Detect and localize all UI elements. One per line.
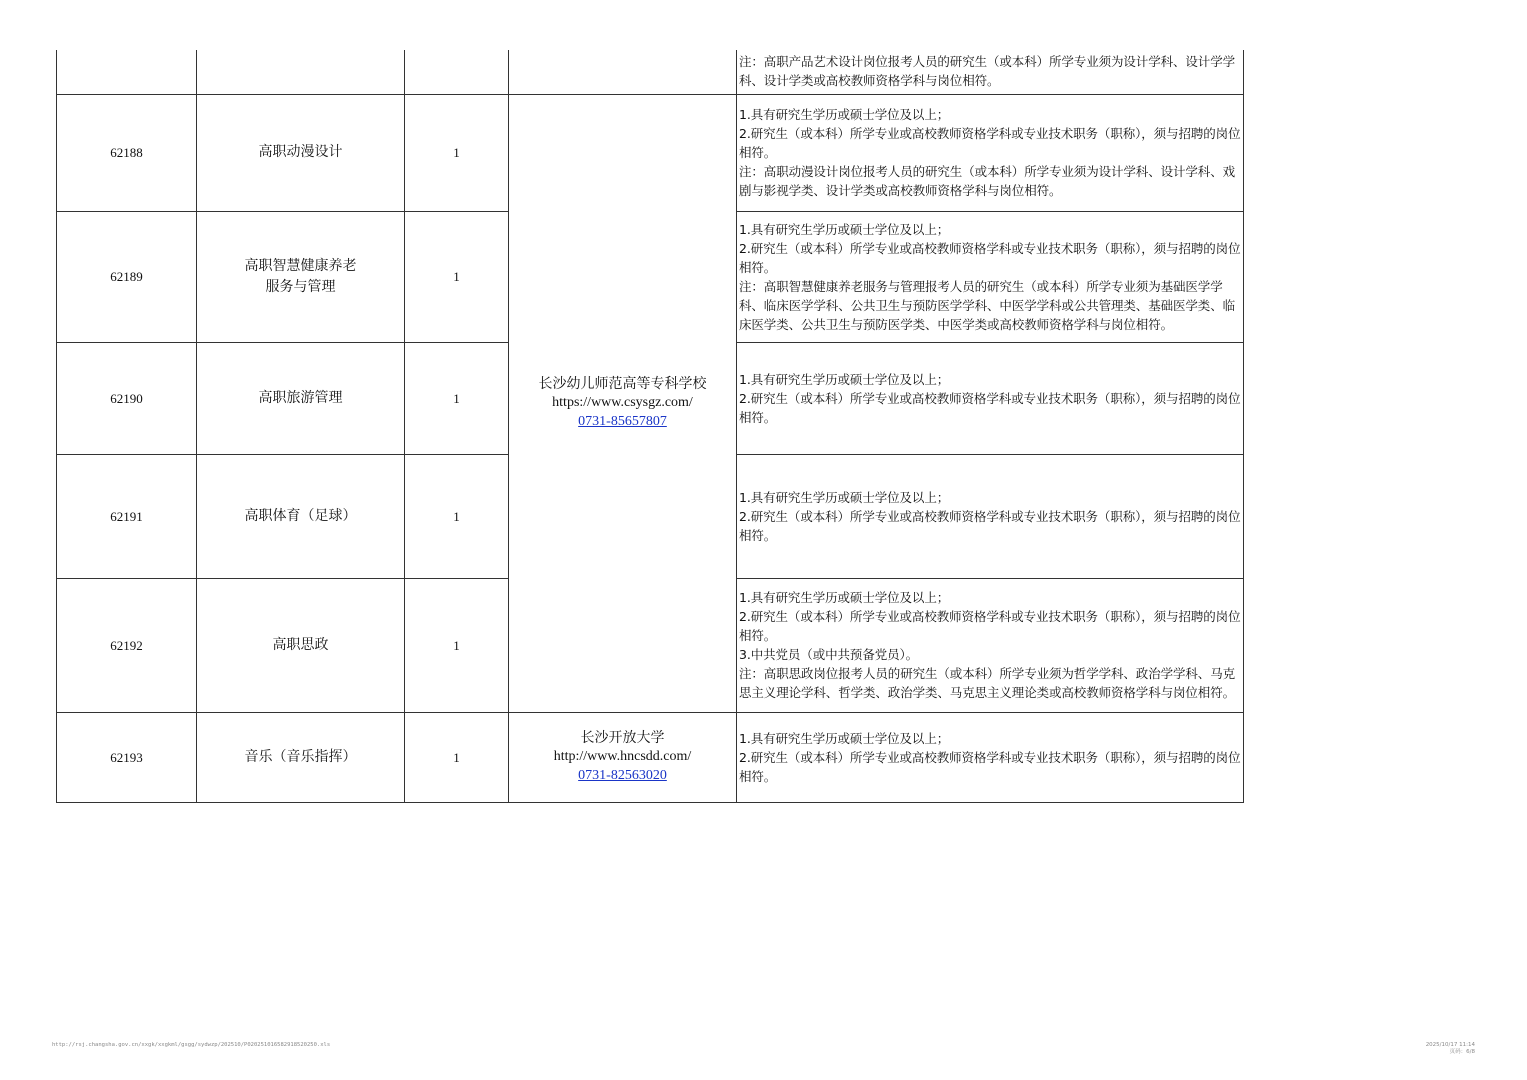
requirements-cell [737,454,1244,578]
requirement-note: 注：高职智慧健康养老服务与管理报考人员的研究生（或本科）所学专业须为基础医学学科、临床医学学科、公共卫生与预防医学学科、中医学学科或公共管理类、基础医学类、临床医学类、公共卫生与预防医学类、中医学类或高校教师资格学科与岗位相符。 [739,278,1236,332]
requirement-note: 注：高职动漫设计岗位报考人员的研究生（或本科）所学专业须为设计学科、设计学科、戏剧与影视学类、设计学类或高校教师资格学科与岗位相符。 [739,164,1236,198]
requirements-cell [737,342,1244,454]
hiring-count: 1 [405,712,509,802]
position-name-line1: 高职智慧健康养老 [244,257,357,274]
recruitment-table [56,50,1244,803]
requirement-note: 注：高职产品艺术设计岗位报考人员的研究生（或本科）所学专业须为设计学科、设计学学科、设计学类或高校教师资格学科与岗位相符。 [739,54,1236,88]
hiring-count: 1 [405,342,509,454]
requirements-cell [737,211,1244,342]
hiring-count: 1 [405,454,509,578]
requirement-2: 2.研究生（或本科）所学专业或高校教师资格学科或专业技术职务（职称），须与招聘的岗位相符。 [739,508,1241,543]
unit-cell-csysgz [509,94,737,712]
requirement-1: 1.具有研究生学历或硕士学位及以上； [739,107,950,122]
requirements-cell [737,578,1244,712]
footer-page-number: 页码：6/8 [1449,1049,1475,1055]
position-name [197,211,405,342]
position-code: 62192 [57,578,197,712]
position-cell [197,50,405,94]
requirement-3: 3.中共党员（或中共预备党员）。 [739,647,919,662]
requirement-1: 1.具有研究生学历或硕士学位及以上； [739,730,950,746]
unit-cell [509,50,737,94]
unit-name: 长沙开放大学 [580,730,665,746]
requirement-1: 1.具有研究生学历或硕士学位及以上； [739,371,950,387]
unit-website: https://www.csysgz.com/ [552,395,693,410]
table-row [57,712,1244,802]
unit-name: 长沙幼儿师范高等专科学校 [538,376,707,392]
requirements-cell [737,94,1244,211]
requirement-1: 1.具有研究生学历或硕士学位及以上； [739,221,950,237]
footer-date: 2025/10/17 11:14 [1425,1042,1475,1048]
hiring-count: 1 [405,211,509,342]
code-cell [57,50,197,94]
requirement-2: 2.研究生（或本科）所学专业或高校教师资格学科或专业技术职务（职称），须与招聘的岗位相符。 [739,609,1241,643]
position-name: 高职体育（足球） [197,454,405,578]
requirement-2: 2.研究生（或本科）所学专业或高校教师资格学科或专业技术职务（职称），须与招聘的岗位相符。 [739,749,1241,784]
footer-timestamp [1426,1042,1475,1056]
count-cell [405,50,509,94]
hiring-count: 1 [405,94,509,211]
requirement-note: 注：高职思政岗位报考人员的研究生（或本科）所学专业须为哲学学科、政治学学科、马克思主义理论学科、哲学类、政治学类、马克思主义理论类或高校教师资格学科与岗位相符。 [739,666,1236,700]
table-row [57,94,1244,211]
requirements-cell [737,712,1244,802]
position-name-line2: 服务与管理 [265,278,336,295]
table-row-continued [57,50,1244,94]
position-code: 62191 [57,454,197,578]
unit-cell-hncsdd [509,712,737,802]
requirements-cell [737,50,1244,94]
position-name: 高职旅游管理 [197,342,405,454]
position-code: 62190 [57,342,197,454]
position-name: 高职思政 [197,578,405,712]
unit-website: http://www.hncsdd.com/ [553,749,692,764]
requirement-2: 2.研究生（或本科）所学专业或高校教师资格学科或专业技术职务（职称），须与招聘的岗位相符。 [739,390,1241,425]
hiring-count: 1 [405,578,509,712]
position-code: 62188 [57,94,197,211]
requirement-1: 1.具有研究生学历或硕士学位及以上； [739,489,950,505]
position-name: 音乐（音乐指挥） [197,712,405,802]
position-code: 62193 [57,712,197,802]
footer-source-url: http://rsj.changsha.gov.cn/xxgk/xxgkml/gsgg/sydwzp/202510/P020251016582918520250.xls [52,1042,331,1048]
requirement-1: 1.具有研究生学历或硕士学位及以上； [739,590,950,605]
unit-phone-link[interactable]: 0731-85657807 [578,414,667,429]
position-code: 62189 [57,211,197,342]
requirement-2: 2.研究生（或本科）所学专业或高校教师资格学科或专业技术职务（职称），须与招聘的岗位相符。 [739,126,1241,160]
unit-phone-link[interactable]: 0731-82563020 [578,768,667,783]
position-name: 高职动漫设计 [197,94,405,211]
requirement-2: 2.研究生（或本科）所学专业或高校教师资格学科或专业技术职务（职称），须与招聘的岗位相符。 [739,240,1241,275]
